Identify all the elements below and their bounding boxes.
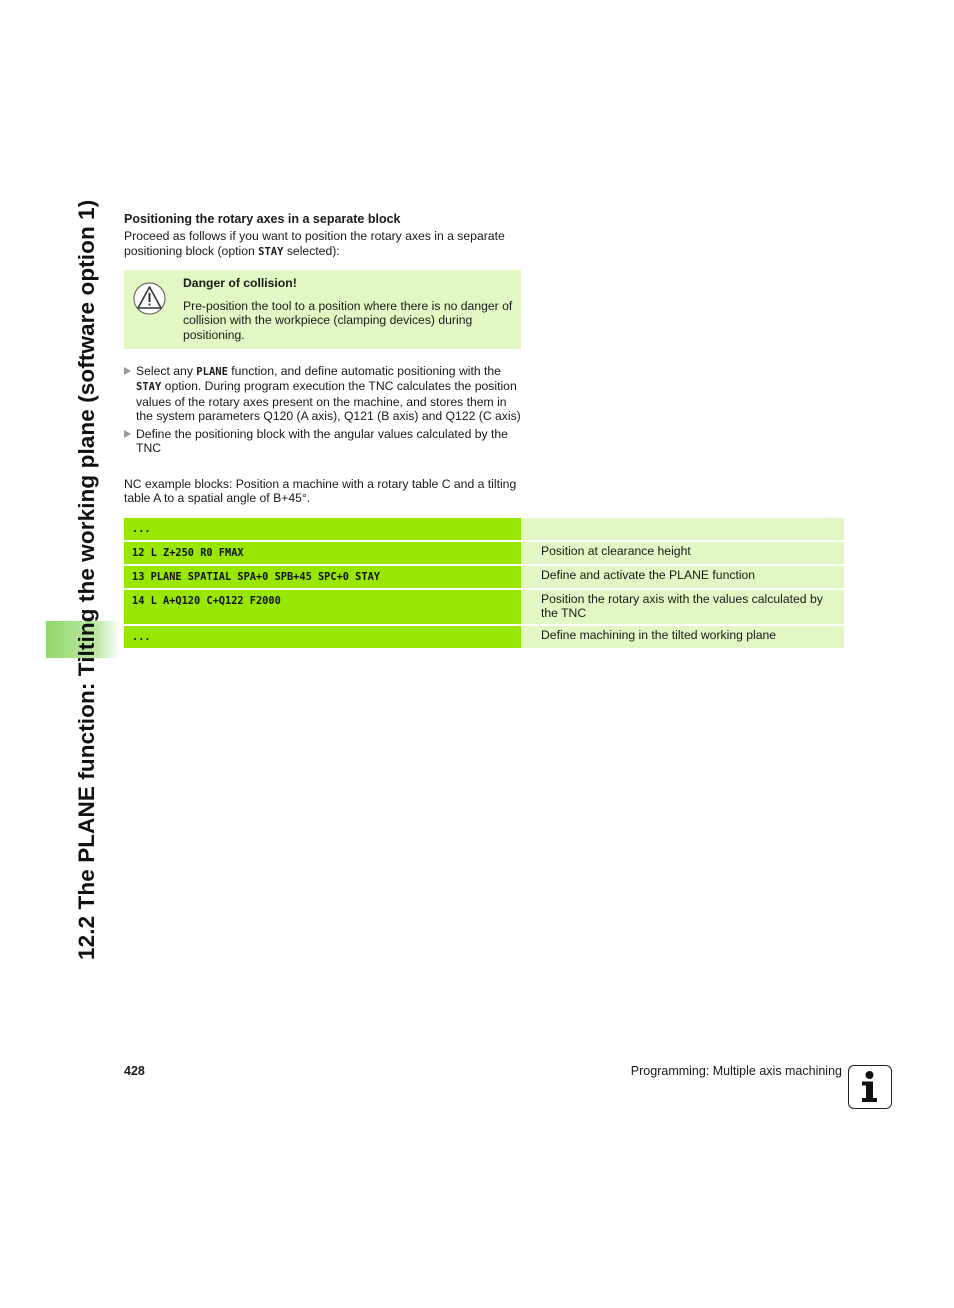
table-row <box>124 542 844 564</box>
nc-code-cell: 13 PLANE SPATIAL SPA+0 SPB+45 SPC+0 STAY <box>124 566 521 588</box>
stay-keyword: STAY <box>136 381 162 394</box>
nc-example-table <box>124 518 844 650</box>
list-item: Define the positioning block with the angular values calculated by the TNC <box>124 427 522 456</box>
warning-triangle-icon <box>133 282 166 315</box>
stay-keyword: STAY <box>258 245 284 258</box>
section-heading: Positioning the rotary axes in a separate block <box>124 212 401 226</box>
plane-keyword: PLANE <box>196 366 228 378</box>
table-row <box>124 518 844 540</box>
nc-code-cell: ... <box>124 518 521 540</box>
list-item: Select any PLANE function, and define automatic positioning with the STAY option. During program execution the TNC calculates the position values of the rotary axes present on the machine, and stores them in the system parameters Q120 (A axis), Q121 (B axis) and Q122 (C axis) <box>124 364 522 423</box>
nc-example-intro: NC example blocks: Position a machine with a rotary table C and a tilting table A to a spatial angle of B+45°. <box>124 477 517 506</box>
nc-description-cell: Position the rotary axis with the values calculated by the TNC <box>521 590 844 624</box>
bullet-arrow-icon <box>124 430 131 438</box>
info-glyph-icon <box>849 1066 890 1107</box>
nc-code-cell: ... <box>124 626 521 648</box>
table-row <box>124 590 844 624</box>
nc-code-cell: 14 L A+Q120 C+Q122 F2000 <box>124 590 521 624</box>
nc-description-cell <box>521 518 844 540</box>
nc-description-cell: Define and activate the PLANE function <box>521 566 844 588</box>
table-row <box>124 566 844 588</box>
table-row <box>124 626 844 648</box>
nc-description-cell: Position at clearance height <box>521 542 844 564</box>
section-intro <box>124 212 524 259</box>
intro-paragraph: Proceed as follows if you want to position the rotary axes in a separate positioning block (option STAY selected): <box>124 229 505 258</box>
page-number: 428 <box>124 1064 145 1078</box>
nc-description-cell: Define machining in the tilted working plane <box>521 626 844 648</box>
footer-chapter-title: Programming: Multiple axis machining <box>630 1064 842 1078</box>
collision-warning-box <box>124 270 521 349</box>
warning-text: Pre-position the tool to a position where there is no danger of collision with the workpiece (clamping devices) during positioning. <box>183 299 513 342</box>
nc-code-cell: 12 L Z+250 R0 FMAX <box>124 542 521 564</box>
bullet-arrow-icon <box>124 367 131 375</box>
info-icon <box>848 1065 892 1109</box>
warning-title: Danger of collision! <box>183 276 297 290</box>
chapter-side-title: 12.2 The PLANE function: Tilting the working plane (software option 1) <box>74 199 99 960</box>
procedure-steps <box>124 364 522 460</box>
